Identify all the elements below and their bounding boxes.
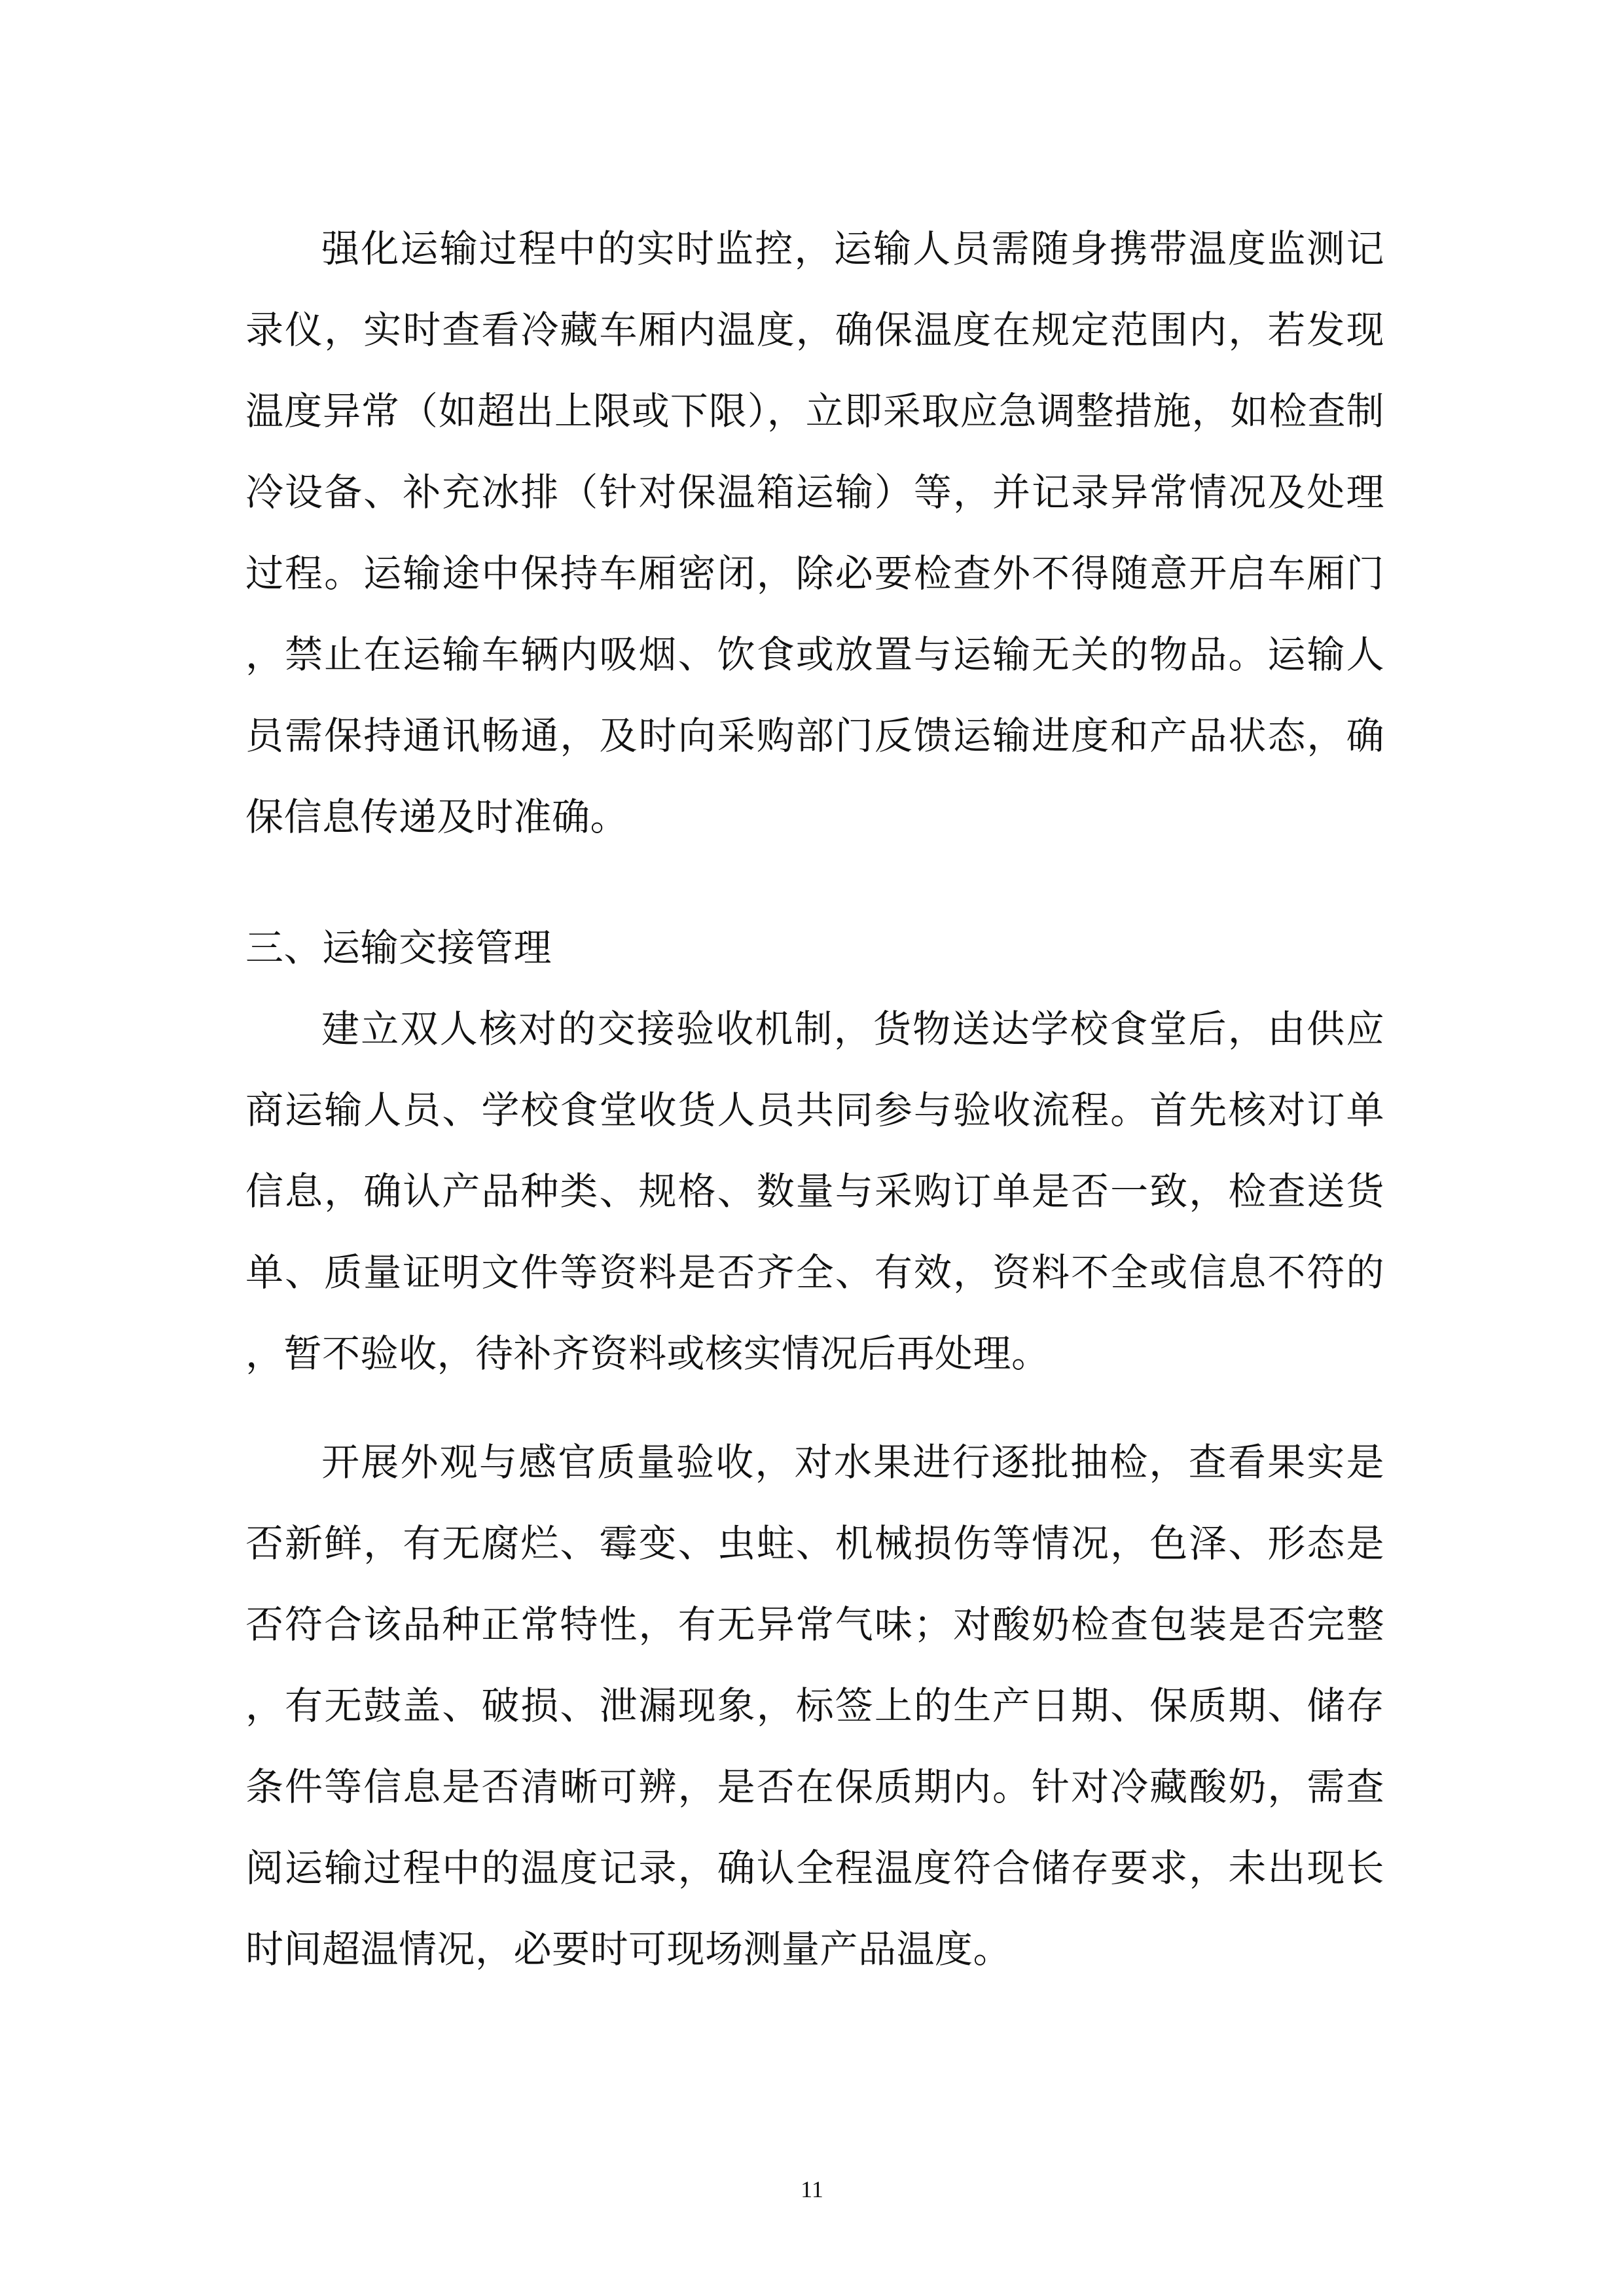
paragraph-transport-monitoring: 强化运输过程中的实时监控，运输人员需随身携带温度监测记录仪，实时查看冷藏车厢内温度，确保温度在规定范围内，若发现温度异常（如超出上限或下限），立即采取应急调整措施，如检查制冷设备、补充冰排（针对保温箱运输）等，并记录异常情况及处理过程。运输途中保持车厢密闭，除必要检查外不得随意开启车厢门，禁止在运输车辆内吸烟、饮食或放置与运输无关的物品。运输人员需保持通讯畅通，及时向采购部门反馈运输进度和产品状态，确保信息传递及时准确。	[245, 226, 1384, 839]
paragraph-quality-inspection: 开展外观与感官质量验收，对水果进行逐批抽检，查看果实是否新鲜，有无腐烂、霉变、虫蛀、机械损伤等情况，色泽、形态是否符合该品种正常特性，有无异常气味；对酸奶检查包装是否完整，有无鼓盖、破损、泄漏现象，标签上的生产日期、保质期、储存条件等信息是否清晰可辨，是否在保质期内。针对冷藏酸奶，需查阅运输过程中的温度记录，确认全程温度符合储存要求，未出现长时间超温情况，必要时可现场测量产品温度。	[245, 1440, 1384, 1971]
section-heading: 三、运输交接管理	[245, 925, 552, 970]
paragraph-handover-verification: 建立双人核对的交接验收机制，货物送达学校食堂后，由供应商运输人员、学校食堂收货人员共同参与验收流程。首先核对订单信息，确认产品种类、规格、数量与采购订单是否一致，检查送货单、质量证明文件等资料是否齐全、有效，资料不全或信息不符的，暂不验收，待补齐资料或核实情况后再处理。	[245, 1007, 1384, 1376]
page-number: 11	[801, 2176, 823, 2202]
page-body	[245, 208, 1384, 1990]
